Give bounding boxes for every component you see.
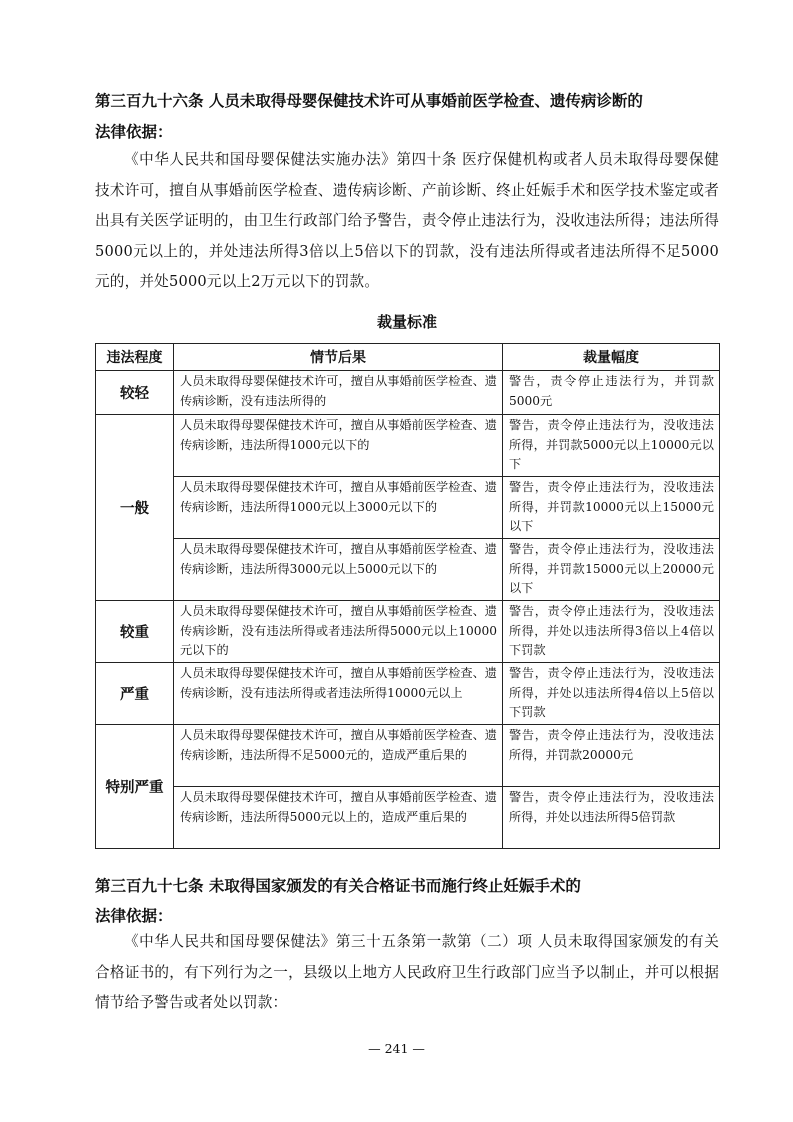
article-396-basis-label: 法律依据： <box>95 123 173 141</box>
circumstance-cell: 人员未取得母婴保健技术许可，擅自从事婚前医学检查、遗传病诊断，违法所得不足5000元的，造成严重后果的 <box>174 725 503 787</box>
level-light: 较轻 <box>96 371 174 415</box>
page-number: — 241 — <box>368 1041 425 1056</box>
header-level: 违法程度 <box>96 344 174 371</box>
penalty-cell: 警告，责令停止违法行为，没收违法所得，并罚款15000元以上20000元以下 <box>503 539 720 601</box>
circumstance-cell: 人员未取得母婴保健技术许可，擅自从事婚前医学检查、遗传病诊断，没有违法所得或者违法所得5000元以上10000元以下的 <box>174 601 503 663</box>
level-serious: 严重 <box>96 663 174 725</box>
circumstance-cell: 人员未取得母婴保健技术许可，擅自从事婚前医学检查、遗传病诊断，违法所得1000元以上3000元以下的 <box>174 477 503 539</box>
level-especially-serious: 特别严重 <box>96 725 174 849</box>
penalty-cell: 警告，责令停止违法行为，没收违法所得，并罚款5000元以上10000元以下 <box>503 415 720 477</box>
circumstance-cell: 人员未取得母婴保健技术许可，擅自从事婚前医学检查、遗传病诊断，没有违法所得的 <box>174 371 503 415</box>
table-row <box>96 725 720 787</box>
discretion-table <box>95 343 720 849</box>
table-caption: 裁量标准 <box>376 313 437 331</box>
header-circumstance: 情节后果 <box>174 344 503 371</box>
penalty-cell: 警告，责令停止违法行为，没收违法所得，并处以违法所得5倍罚款 <box>503 787 720 849</box>
table-row <box>96 539 720 601</box>
article-397-basis-label: 法律依据： <box>95 907 173 925</box>
table-row <box>96 477 720 539</box>
table-row <box>96 787 720 849</box>
penalty-cell: 警告，责令停止违法行为，没收违法所得，并处以违法所得4倍以上5倍以下罚款 <box>503 663 720 725</box>
table-header-row <box>96 344 720 371</box>
article-397-title: 第三百九十七条 未取得国家颁发的有关合格证书而施行终止妊娠手术的 <box>95 877 581 895</box>
article-396-title: 第三百九十六条 人员未取得母婴保健技术许可从事婚前医学检查、遗传病诊断的 <box>95 92 643 110</box>
circumstance-cell: 人员未取得母婴保健技术许可，擅自从事婚前医学检查、遗传病诊断，违法所得5000元以上的，造成严重后果的 <box>174 787 503 849</box>
table-row <box>96 663 720 725</box>
penalty-cell: 警告，责令停止违法行为，没收违法所得，并处以违法所得3倍以上4倍以下罚款 <box>503 601 720 663</box>
penalty-cell: 警告，责令停止违法行为，并罚款5000元 <box>503 371 720 415</box>
article-397-basis-text: 《中华人民共和国母婴保健法》第三十五条第一款第（二）项 人员未取得国家颁发的有关合格证书的，有下列行为之一，县级以上地方人民政府卫生行政部门应当予以制止，并可以根据情节给予警告或者处以罚款： <box>95 933 719 1012</box>
level-heavier: 较重 <box>96 601 174 663</box>
circumstance-cell: 人员未取得母婴保健技术许可，擅自从事婚前医学检查、遗传病诊断，违法所得1000元以下的 <box>174 415 503 477</box>
circumstance-cell: 人员未取得母婴保健技术许可，擅自从事婚前医学检查、遗传病诊断，没有违法所得或者违法所得10000元以上 <box>174 663 503 725</box>
table-row <box>96 415 720 477</box>
penalty-cell: 警告，责令停止违法行为，没收违法所得，并罚款10000元以上15000元以下 <box>503 477 720 539</box>
header-penalty: 裁量幅度 <box>503 344 720 371</box>
table-row <box>96 371 720 415</box>
penalty-cell: 警告，责令停止违法行为，没收违法所得，并罚款20000元 <box>503 725 720 787</box>
article-396-basis-text: 《中华人民共和国母婴保健法实施办法》第四十条 医疗保健机构或者人员未取得母婴保健技术许可，擅自从事婚前医学检查、遗传病诊断、产前诊断、终止妊娠手术和医学技术鉴定或者出具有关医学证明的，由卫生行政部门给予警告，责令停止违法行为，没收违法所得；违法所得5000元以上的，并处违法所得3倍以上5倍以下的罚款，没有违法所得或者违法所得不足5000元的，并处5000元以上2万元以下的罚款。 <box>95 151 719 291</box>
level-general: 一般 <box>96 415 174 601</box>
circumstance-cell: 人员未取得母婴保健技术许可，擅自从事婚前医学检查、遗传病诊断，违法所得3000元以上5000元以下的 <box>174 539 503 601</box>
table-row <box>96 601 720 663</box>
